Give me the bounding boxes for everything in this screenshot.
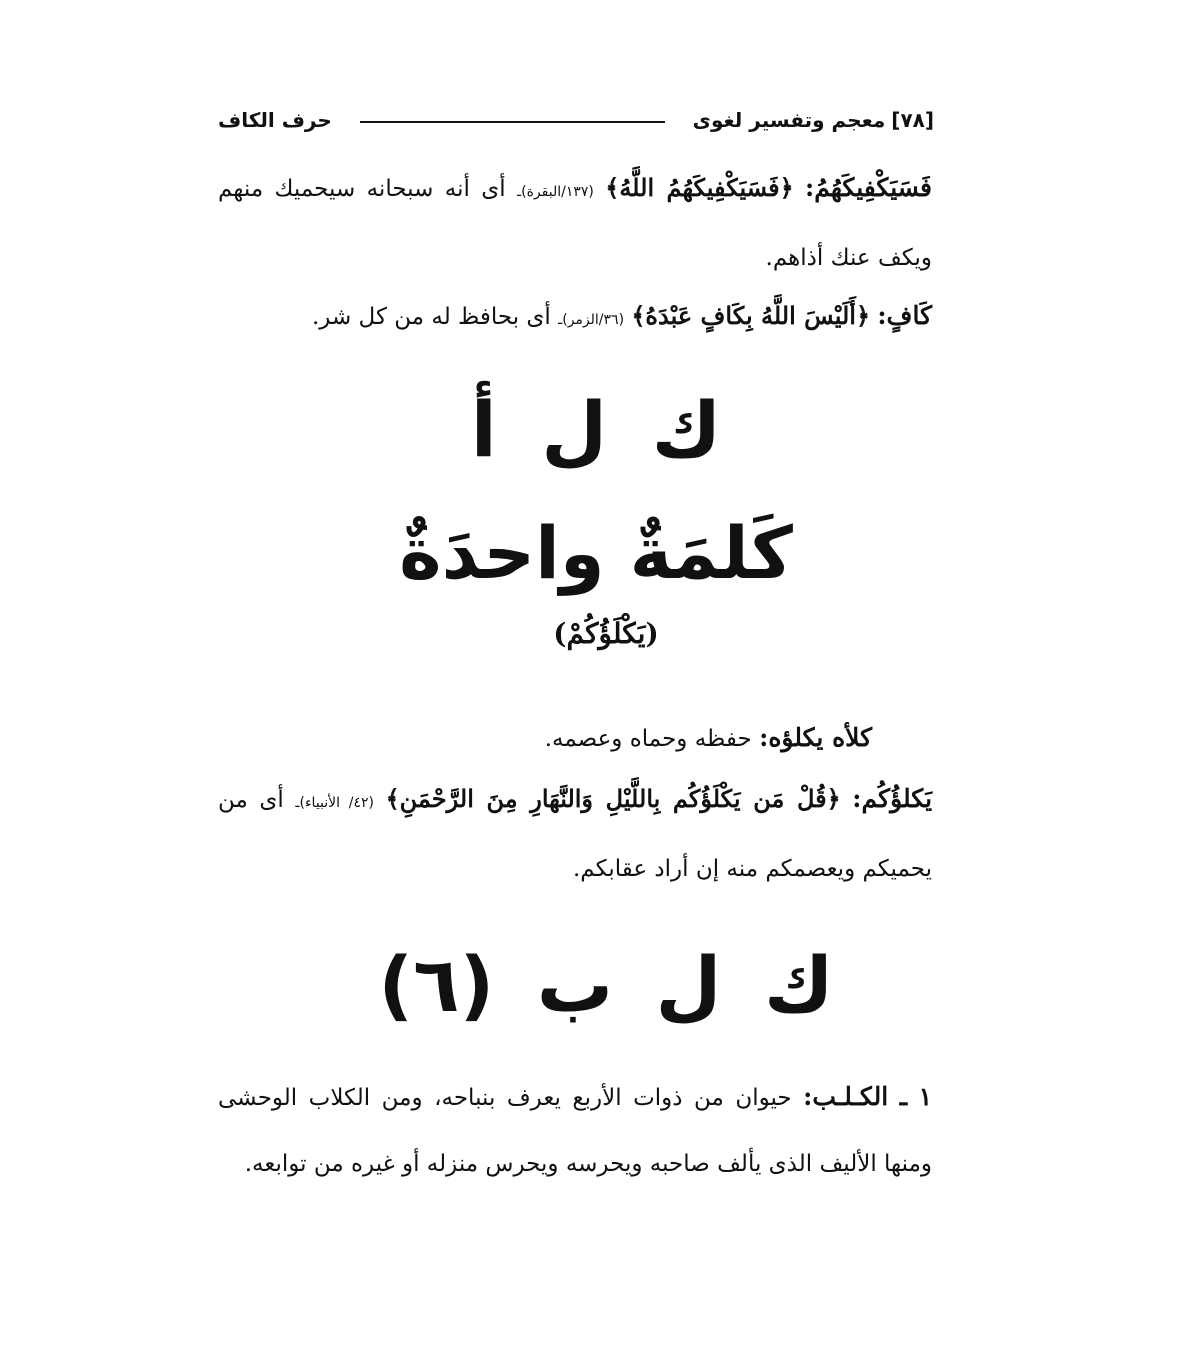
quran-verse: ﴿أَلَيْسَ اللَّهُ بِكَافٍ عَبْدَهُ﴾ xyxy=(631,301,871,330)
header-rule xyxy=(360,121,665,123)
word-count-heading: كَلمَةٌ واحدَةٌ xyxy=(399,511,793,595)
section-name: حرف الكاف xyxy=(218,108,332,132)
entry-term: كَافٍ: xyxy=(877,301,932,330)
verse-reference: (١٣٧/البقرة)ـ xyxy=(517,184,594,200)
entry-term: يَكلؤُكُم: xyxy=(852,784,933,813)
entry-definition: أى أنه سبحانه سيحميك منهم ويكف عنك أذاهم. xyxy=(218,176,932,271)
quran-verse: ﴿فَسَيَكْفِيكَهُمُ اللَّهُ﴾ xyxy=(605,173,794,202)
entry-fasayakfikahum xyxy=(218,155,932,291)
verse-reference: (٤٢/ الأنبياء)ـ xyxy=(295,795,374,811)
entry-definition: حيوان من ذوات الأربع يعرف بنباحه، ومن الكلاب الوحشى ومنها الأليف الذى يألف صاحبه ويحرسه ويحرس منزله أو غيره من توابعه. xyxy=(218,1085,932,1177)
entry-definition: أى من يحميكم ويعصمكم منه إن أراد عقابكم. xyxy=(218,787,932,882)
book-title: معجم وتفسير لغوى xyxy=(692,108,886,132)
entry-yaklaukum xyxy=(218,766,932,902)
word-list: (يَكْلَؤُكُمْ) xyxy=(553,617,659,650)
entry-number: ١ xyxy=(918,1082,932,1111)
entry-kalb xyxy=(218,1064,932,1197)
page-header xyxy=(218,100,934,140)
entry-dash: ـ xyxy=(899,1082,908,1111)
root-heading-klb: ك ل ب (٦) xyxy=(378,940,834,1029)
entry-term: كلأه يكلؤه: xyxy=(759,723,872,752)
entry-term: الكـلـب: xyxy=(803,1082,889,1111)
quran-verse: ﴿قُلْ مَن يَكْلَؤُكُم بِاللَّيْلِ وَالنَّهَارِ مِنَ الرَّحْمَنِ﴾ xyxy=(385,784,841,813)
header-title-group xyxy=(693,108,934,132)
root-heading-kla: ك ل أ xyxy=(470,385,722,474)
entry-kaf xyxy=(218,283,932,353)
verse-reference: (٣٦/الزمر)ـ xyxy=(558,312,625,328)
entry-definition: أى بحافظ له من كل شر. xyxy=(311,304,551,330)
entry-definition: حفظه وحماه وعصمه. xyxy=(544,726,752,752)
entry-kala-ah xyxy=(218,705,872,772)
page-number: [٧٨] xyxy=(891,108,934,132)
entry-term: فَسَيَكْفِيكَهُمُ: xyxy=(805,173,933,202)
